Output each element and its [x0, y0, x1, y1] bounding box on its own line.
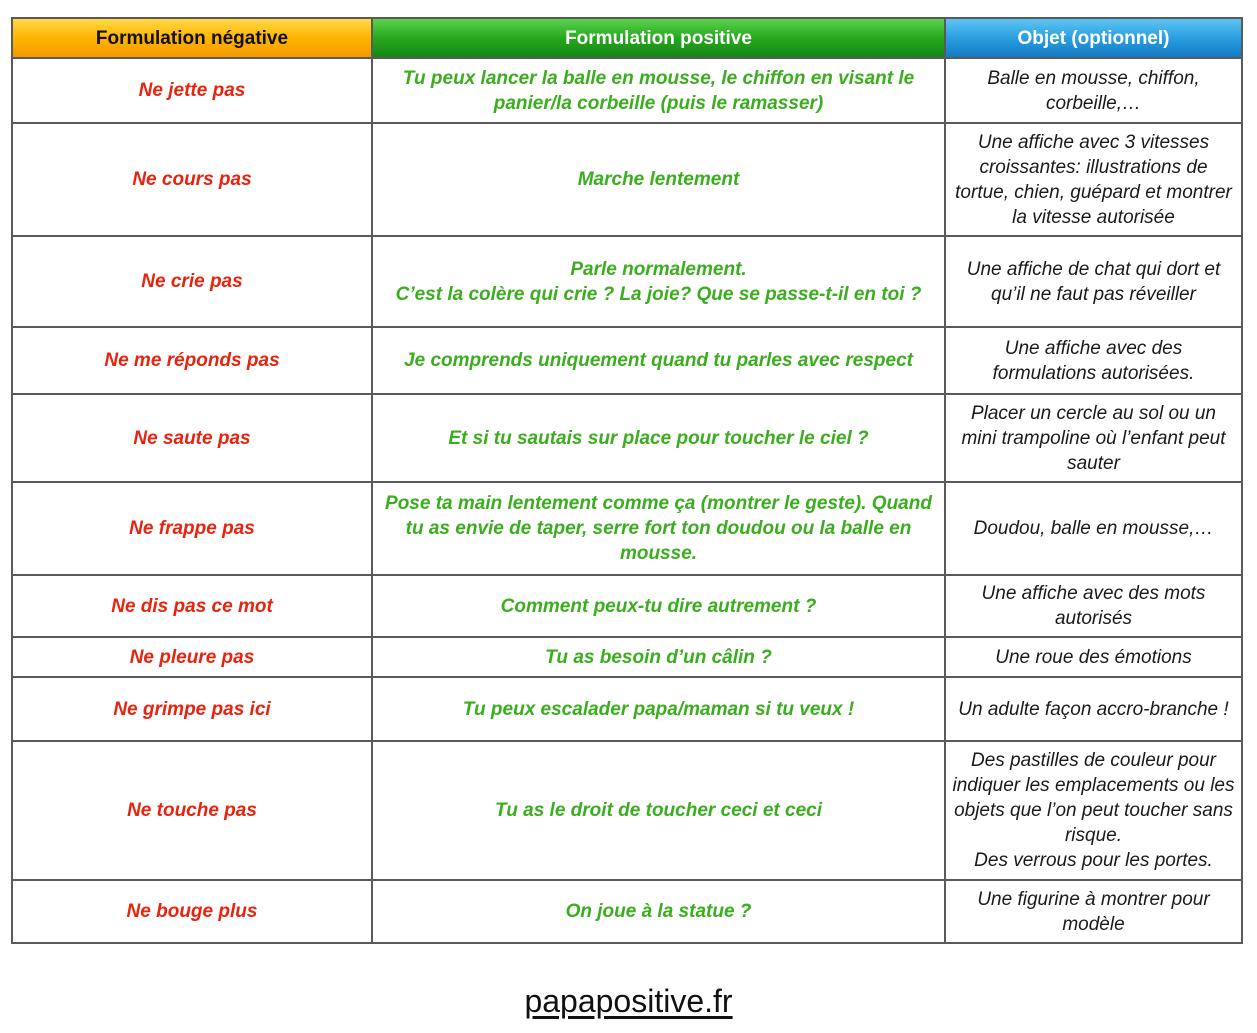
- object-cell: Une figurine à montrer pour modèle: [945, 880, 1242, 943]
- negative-cell: Ne touche pas: [12, 741, 372, 880]
- object-cell: Doudou, balle en mousse,…: [945, 482, 1242, 575]
- negative-cell: Ne bouge plus: [12, 880, 372, 943]
- table-row: [12, 482, 1242, 575]
- positive-cell: [372, 236, 945, 327]
- negative-cell: Ne cours pas: [12, 123, 372, 236]
- object-cell: Une roue des émotions: [945, 637, 1242, 677]
- header-positive: Formulation positive: [372, 18, 945, 58]
- positive-cell: Marche lentement: [372, 123, 945, 236]
- table-row: [12, 741, 1242, 880]
- header-object: Objet (optionnel): [945, 18, 1242, 58]
- positive-cell: Tu peux lancer la balle en mousse, le chiffon en visant le panier/la corbeille (puis le ramasser): [372, 58, 945, 123]
- positive-cell: Tu peux escalader papa/maman si tu veux !: [372, 677, 945, 741]
- footer: [0, 983, 1257, 1020]
- negative-cell: Ne me réponds pas: [12, 327, 372, 394]
- object-cell: Balle en mousse, chiffon, corbeille,…: [945, 58, 1242, 123]
- positive-cell: Tu as le droit de toucher ceci et ceci: [372, 741, 945, 880]
- table-row: [12, 236, 1242, 327]
- table-header-row: [12, 18, 1242, 58]
- negative-cell: Ne frappe pas: [12, 482, 372, 575]
- object-cell: Placer un cercle au sol ou un mini trampoline où l’enfant peut sauter: [945, 394, 1242, 482]
- object-cell: Un adulte façon accro-branche !: [945, 677, 1242, 741]
- negative-cell: Ne jette pas: [12, 58, 372, 123]
- positive-cell: Je comprends uniquement quand tu parles avec respect: [372, 327, 945, 394]
- table-row: [12, 58, 1242, 123]
- table-row: [12, 575, 1242, 637]
- positive-cell: On joue à la statue ?: [372, 880, 945, 943]
- table-row: [12, 880, 1242, 943]
- positive-cell: Comment peux-tu dire autrement ?: [372, 575, 945, 637]
- negative-cell: Ne pleure pas: [12, 637, 372, 677]
- positive-cell: Et si tu sautais sur place pour toucher le ciel ?: [372, 394, 945, 482]
- negative-cell: Ne dis pas ce mot: [12, 575, 372, 637]
- object-cell: Une affiche avec des formulations autorisées.: [945, 327, 1242, 394]
- table-row: [12, 394, 1242, 482]
- negative-cell: Ne saute pas: [12, 394, 372, 482]
- object-cell: Une affiche avec des mots autorisés: [945, 575, 1242, 637]
- negative-cell: Ne grimpe pas ici: [12, 677, 372, 741]
- negative-cell: Ne crie pas: [12, 236, 372, 327]
- table-row: [12, 123, 1242, 236]
- table-row: [12, 637, 1242, 677]
- positive-cell: Tu as besoin d’un câlin ?: [372, 637, 945, 677]
- table-row: [12, 327, 1242, 394]
- header-negative: Formulation négative: [12, 18, 372, 58]
- site-link[interactable]: papapositive.fr: [524, 983, 733, 1019]
- positive-cell: Pose ta main lentement comme ça (montrer le geste). Quand tu as envie de taper, serre fort ton doudou ou la balle en mousse.: [372, 482, 945, 575]
- formulation-table: [11, 17, 1243, 944]
- object-cell: Une affiche avec 3 vitesses croissantes: illustrations de tortue, chien, guépard et montrer la vitesse autorisée: [945, 123, 1242, 236]
- object-cell: Une affiche de chat qui dort et qu’il ne faut pas réveiller: [945, 236, 1242, 327]
- table-row: [12, 677, 1242, 741]
- positive-line: Parle normalement. C’est la colère qui crie ? La joie? Que se passe-t-il en toi ?: [395, 258, 922, 305]
- object-line: Des pastilles de couleur pour indiquer les emplacements ou les objets que l’on peut toucher sans risque. Des verrous pour les portes.: [952, 750, 1235, 871]
- object-cell: [945, 741, 1242, 880]
